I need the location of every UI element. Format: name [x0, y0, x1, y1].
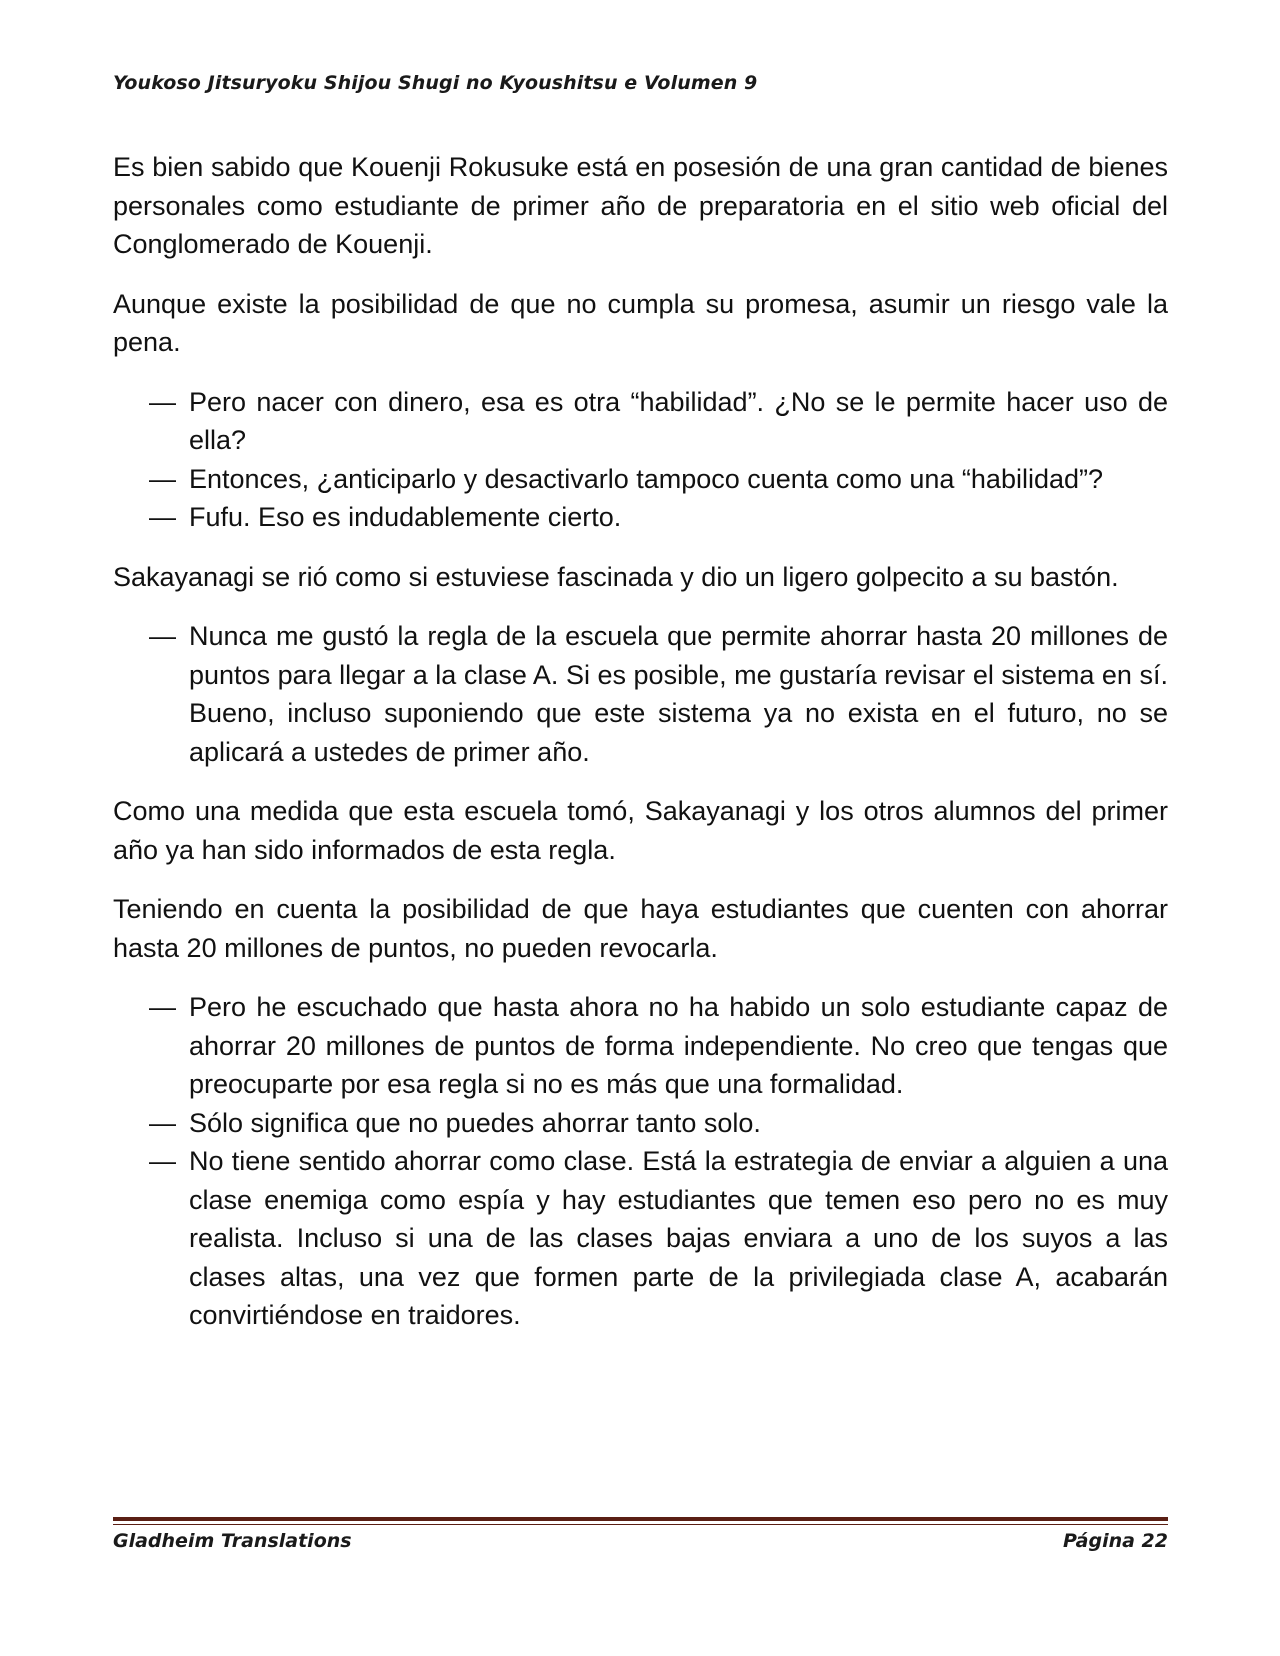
dialog-line: — Pero nacer con dinero, esa es otra “habilidad”. ¿No se le permite hacer uso de ella?: [113, 383, 1168, 460]
dialog-group: [113, 617, 1168, 771]
dialog-group: [113, 988, 1168, 1335]
dialog-dash: —: [149, 992, 176, 1022]
paragraph: Es bien sabido que Kouenji Rokusuke está en posesión de una gran cantidad de bienes personales como estudiante de primer año de preparatoria en el sitio web oficial del Conglomerado de Kouenji.: [113, 152, 1168, 259]
dialog-dash: —: [149, 1146, 176, 1176]
dialog-line: — Entonces, ¿anticiparlo y desactivarlo tampoco cuenta como una “habilidad”?: [113, 460, 1168, 499]
dialog-line: — Nunca me gustó la regla de la escuela que permite ahorrar hasta 20 millones de puntos para llegar a la clase A. Si es posible, me gustaría revisar el sistema en sí. Bueno, incluso suponiendo que este sistema ya no exista en el futuro, no se aplicará a ustedes de primer año.: [113, 617, 1168, 771]
footer-page-number: Página 22: [1062, 1530, 1168, 1552]
footer-translator-name: Gladheim Translations: [113, 1530, 352, 1552]
dialog-group: [113, 383, 1168, 537]
dialog-dash: —: [149, 502, 176, 532]
dialog-line: — Pero he escuchado que hasta ahora no ha habido un solo estudiante capaz de ahorrar 20 millones de puntos de forma independiente. No creo que tengas que preocuparte por esa regla si no es más que una formalidad.: [113, 988, 1168, 1104]
paragraph: Aunque existe la posibilidad de que no cumpla su promesa, asumir un riesgo vale la pena.: [113, 288, 1168, 357]
dialog-line: — Fufu. Eso es indudablemente cierto.: [113, 498, 1168, 537]
dialog-dash: —: [149, 463, 176, 494]
page-header-title: Youkoso Jitsuryoku Shijou Shugi no Kyoushitsu e Volumen 9: [113, 72, 758, 94]
footer-divider-thin: [113, 1524, 1168, 1525]
paragraph: Como una medida que esta escuela tomó, Sakayanagi y los otros alumnos del primer año ya han sido informados de esta regla.: [113, 796, 1168, 865]
paragraph: Teniendo en cuenta la posibilidad de que haya estudiantes que cuenten con ahorrar hasta 20 millones de puntos, no pueden revocarla.: [113, 894, 1168, 963]
paragraph: Sakayanagi se rió como si estuviese fascinada y dio un ligero golpecito a su bastón.: [113, 561, 1119, 592]
dialog-dash: —: [149, 621, 176, 651]
dialog-line: — Sólo significa que no puedes ahorrar tanto solo.: [113, 1104, 1168, 1143]
dialog-line: — No tiene sentido ahorrar como clase. Está la estrategia de enviar a alguien a una clase enemiga como espía y hay estudiantes que temen eso pero no es muy realista. Incluso si una de las clases bajas enviara a uno de los suyos a las clases altas, una vez que formen parte de la privilegiada clase A, acabarán convirtiéndose en traidores.: [113, 1142, 1168, 1335]
document-body: [113, 148, 1168, 1356]
dialog-dash: —: [149, 386, 176, 417]
footer-divider: [113, 1517, 1168, 1521]
dialog-dash: —: [149, 1107, 176, 1138]
